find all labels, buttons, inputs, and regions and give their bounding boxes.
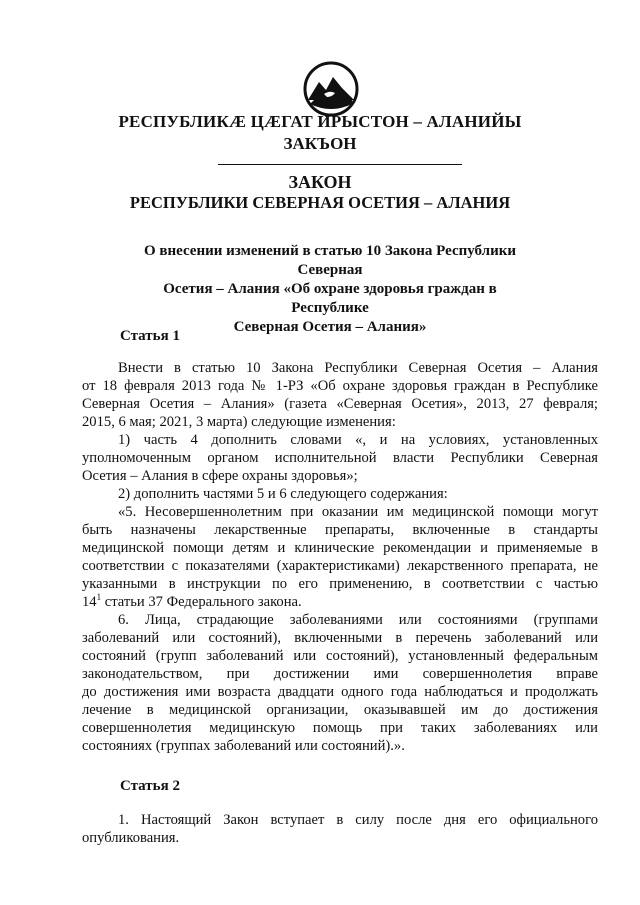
paragraph-line: состояниях (группах заболеваний или состояний).». [82, 738, 405, 754]
paragraph-line: Северная Осетия – Алания» (газета «Северная Осетия», 2013, 27 февраля; [82, 396, 598, 412]
paragraph-line: состояний (групп заболеваний или состояний), установленный федеральным [82, 648, 598, 664]
part-superscript: 1 [96, 592, 102, 603]
law-title-line: Северная Осетия – Алания» [233, 319, 427, 335]
paragraph-line: соответствии с показателями (характеристиками) лекарственного препарата, не [82, 558, 598, 574]
paragraph-line: 2) дополнить частями 5 и 6 следующего содержания: [118, 486, 448, 502]
law-title-line: О внесении изменений в статью 10 Закона Республики Северная [143, 243, 517, 278]
ossetian-law-label: ЗАКЪОН [283, 134, 357, 153]
article-1-heading: Статья 1 [120, 328, 180, 344]
paragraph-line: Внести в статью 10 Закона Республики Северная Осетия – Алания [118, 360, 598, 376]
paragraph-line: указанными в инструкции по его применению, в соответствии с частью [82, 576, 598, 592]
paragraph-line: заболеваний или состояний), включенными в перечень заболеваний или [82, 630, 598, 646]
ossetian-republic-title: РЕСПУБЛИКÆ ЦÆГАТ ИРЫСТОН – АЛАНИЙЫ [118, 112, 522, 131]
header-divider [218, 164, 462, 165]
part-number: 14 [82, 594, 97, 610]
paragraph-line: лечение в медицинской организации, оказывавшей им до достижения [82, 702, 598, 718]
article-2-heading: Статья 2 [120, 778, 180, 794]
paragraph-line: 1) часть 4 дополнить словами «, и на условиях, установленных [118, 432, 598, 448]
paragraph-line: опубликования. [82, 830, 180, 846]
paragraph-line: до достижения ими возраста двадцати одного года наблюдаться и продолжать [82, 684, 598, 700]
law-label: ЗАКОН [288, 172, 352, 192]
paragraph-line: от 18 февраля 2013 года № 1-РЗ «Об охране здоровья граждан в Республике [82, 378, 598, 394]
law-title [128, 242, 532, 337]
republic-title: РЕСПУБЛИКИ СЕВЕРНАЯ ОСЕТИЯ – АЛАНИЯ [129, 193, 511, 212]
paragraph-line [82, 594, 598, 611]
paragraph-line: медицинской помощи детям и клинические рекомендации и применяемые в [82, 540, 598, 556]
paragraph-line: 2015, 6 мая; 2021, 3 марта) следующие изменения: [82, 414, 396, 430]
paragraph-line: совершеннолетия медицинскую помощь при таких заболеваниях или [82, 720, 598, 736]
paragraph-line: 6. Лица, страдающие заболеваниями или состояниями (группами [118, 612, 598, 628]
paragraph-line: «5. Несовершеннолетним при оказании им медицинской помощи могут [118, 504, 598, 520]
law-title-line: Осетия – Алания «Об охране здоровья граждан в Республике [163, 281, 497, 316]
paragraph-line: быть назначены лекарственные препараты, включенные в стандарты [82, 522, 598, 538]
coat-of-arms-icon [302, 60, 360, 118]
paragraph-text: статьи 37 Федерального закона. [101, 594, 302, 610]
paragraph-line: законодательством, при достижении ими совершеннолетия вправе [82, 666, 598, 682]
paragraph-line: Осетия – Алания в сфере охраны здоровья»; [82, 468, 358, 484]
paragraph-line: уполномоченным органом исполнительной власти Республики Северная [82, 450, 598, 466]
paragraph-line: 1. Настоящий Закон вступает в силу после дня его официального [118, 812, 598, 828]
